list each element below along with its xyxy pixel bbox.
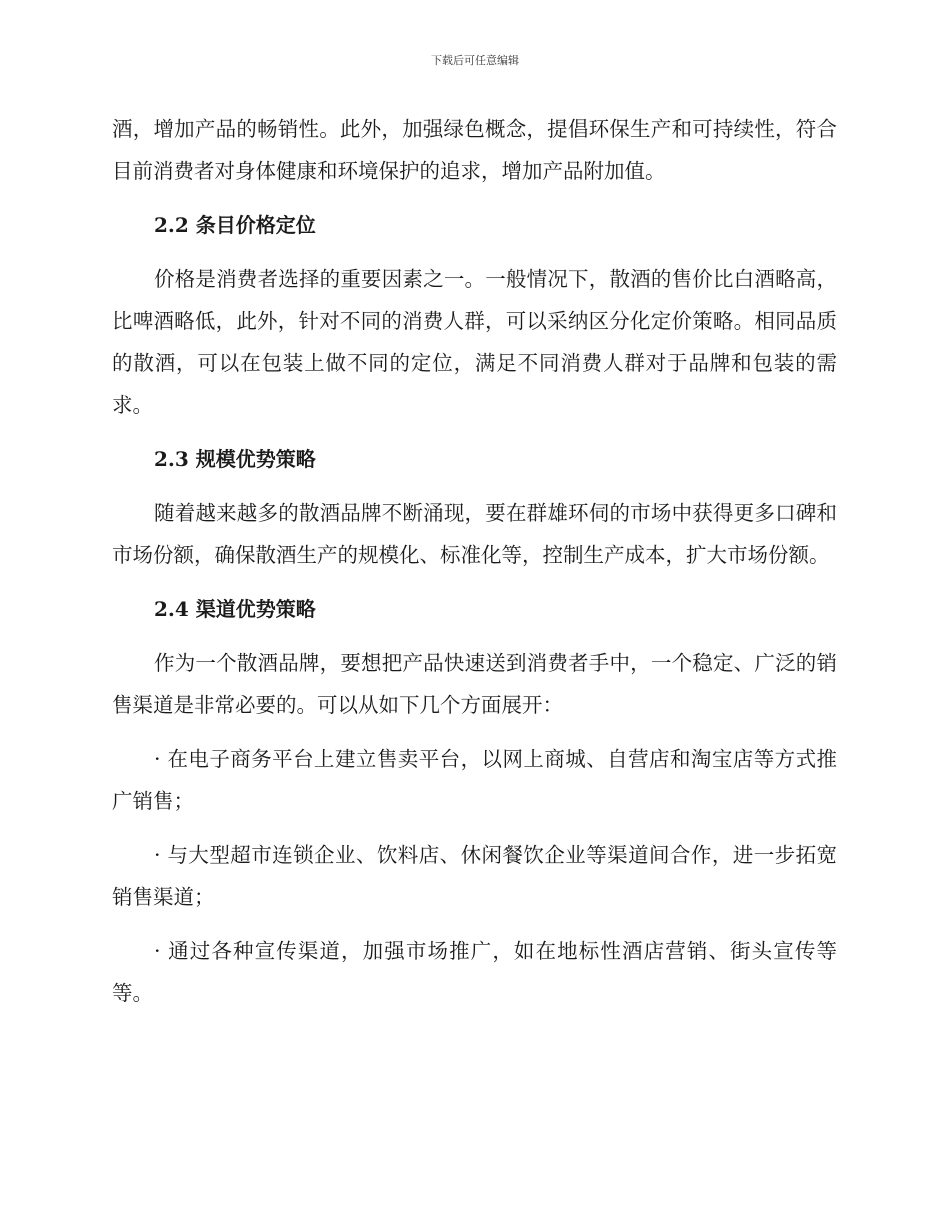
section-heading-2-4: 2.4 渠道优势策略 <box>154 597 316 621</box>
bullet-item-ecommerce: · 在电子商务平台上建立售卖平台，以网上商城、自营店和淘宝店等方式推广销售； <box>112 747 837 813</box>
section-heading-2-2: 2.2 条目价格定位 <box>154 213 316 237</box>
document-body <box>112 108 837 1014</box>
page-header: 下载后可任意编辑 <box>431 54 519 67</box>
bullet-item-promotion: · 通过各种宣传渠道，加强市场推广，如在地标性酒店营销、街头宣传等等。 <box>112 939 837 1005</box>
paragraph-scale-advantage: 随着越来越多的散酒品牌不断涌现，要在群雄环伺的市场中获得更多口碑和市场份额，确保散酒生产的规模化、标准化等，控制生产成本，扩大市场份额。 <box>112 501 837 567</box>
paragraph-channel-intro: 作为一个散酒品牌，要想把产品快速送到消费者手中，一个稳定、广泛的销售渠道是非常必要的。可以从如下几个方面展开： <box>112 651 837 717</box>
paragraph-intro-continuation: 酒，增加产品的畅销性。此外，加强绿色概念，提倡环保生产和可持续性，符合目前消费者对身体健康和环境保护的追求，增加产品附加值。 <box>112 117 837 183</box>
section-heading-2-3: 2.3 规模优势策略 <box>154 447 316 471</box>
paragraph-price-positioning: 价格是消费者选择的重要因素之一。一般情况下，散酒的售价比白酒略高，比啤酒略低，此外，针对不同的消费人群，可以采纳区分化定价策略。相同品质的散酒，可以在包装上做不同的定位，满足不同消费人群对于品牌和包装的需求。 <box>112 267 837 417</box>
bullet-item-retail-partners: · 与大型超市连锁企业、饮料店、休闲餐饮企业等渠道间合作，进一步拓宽销售渠道； <box>112 843 837 909</box>
